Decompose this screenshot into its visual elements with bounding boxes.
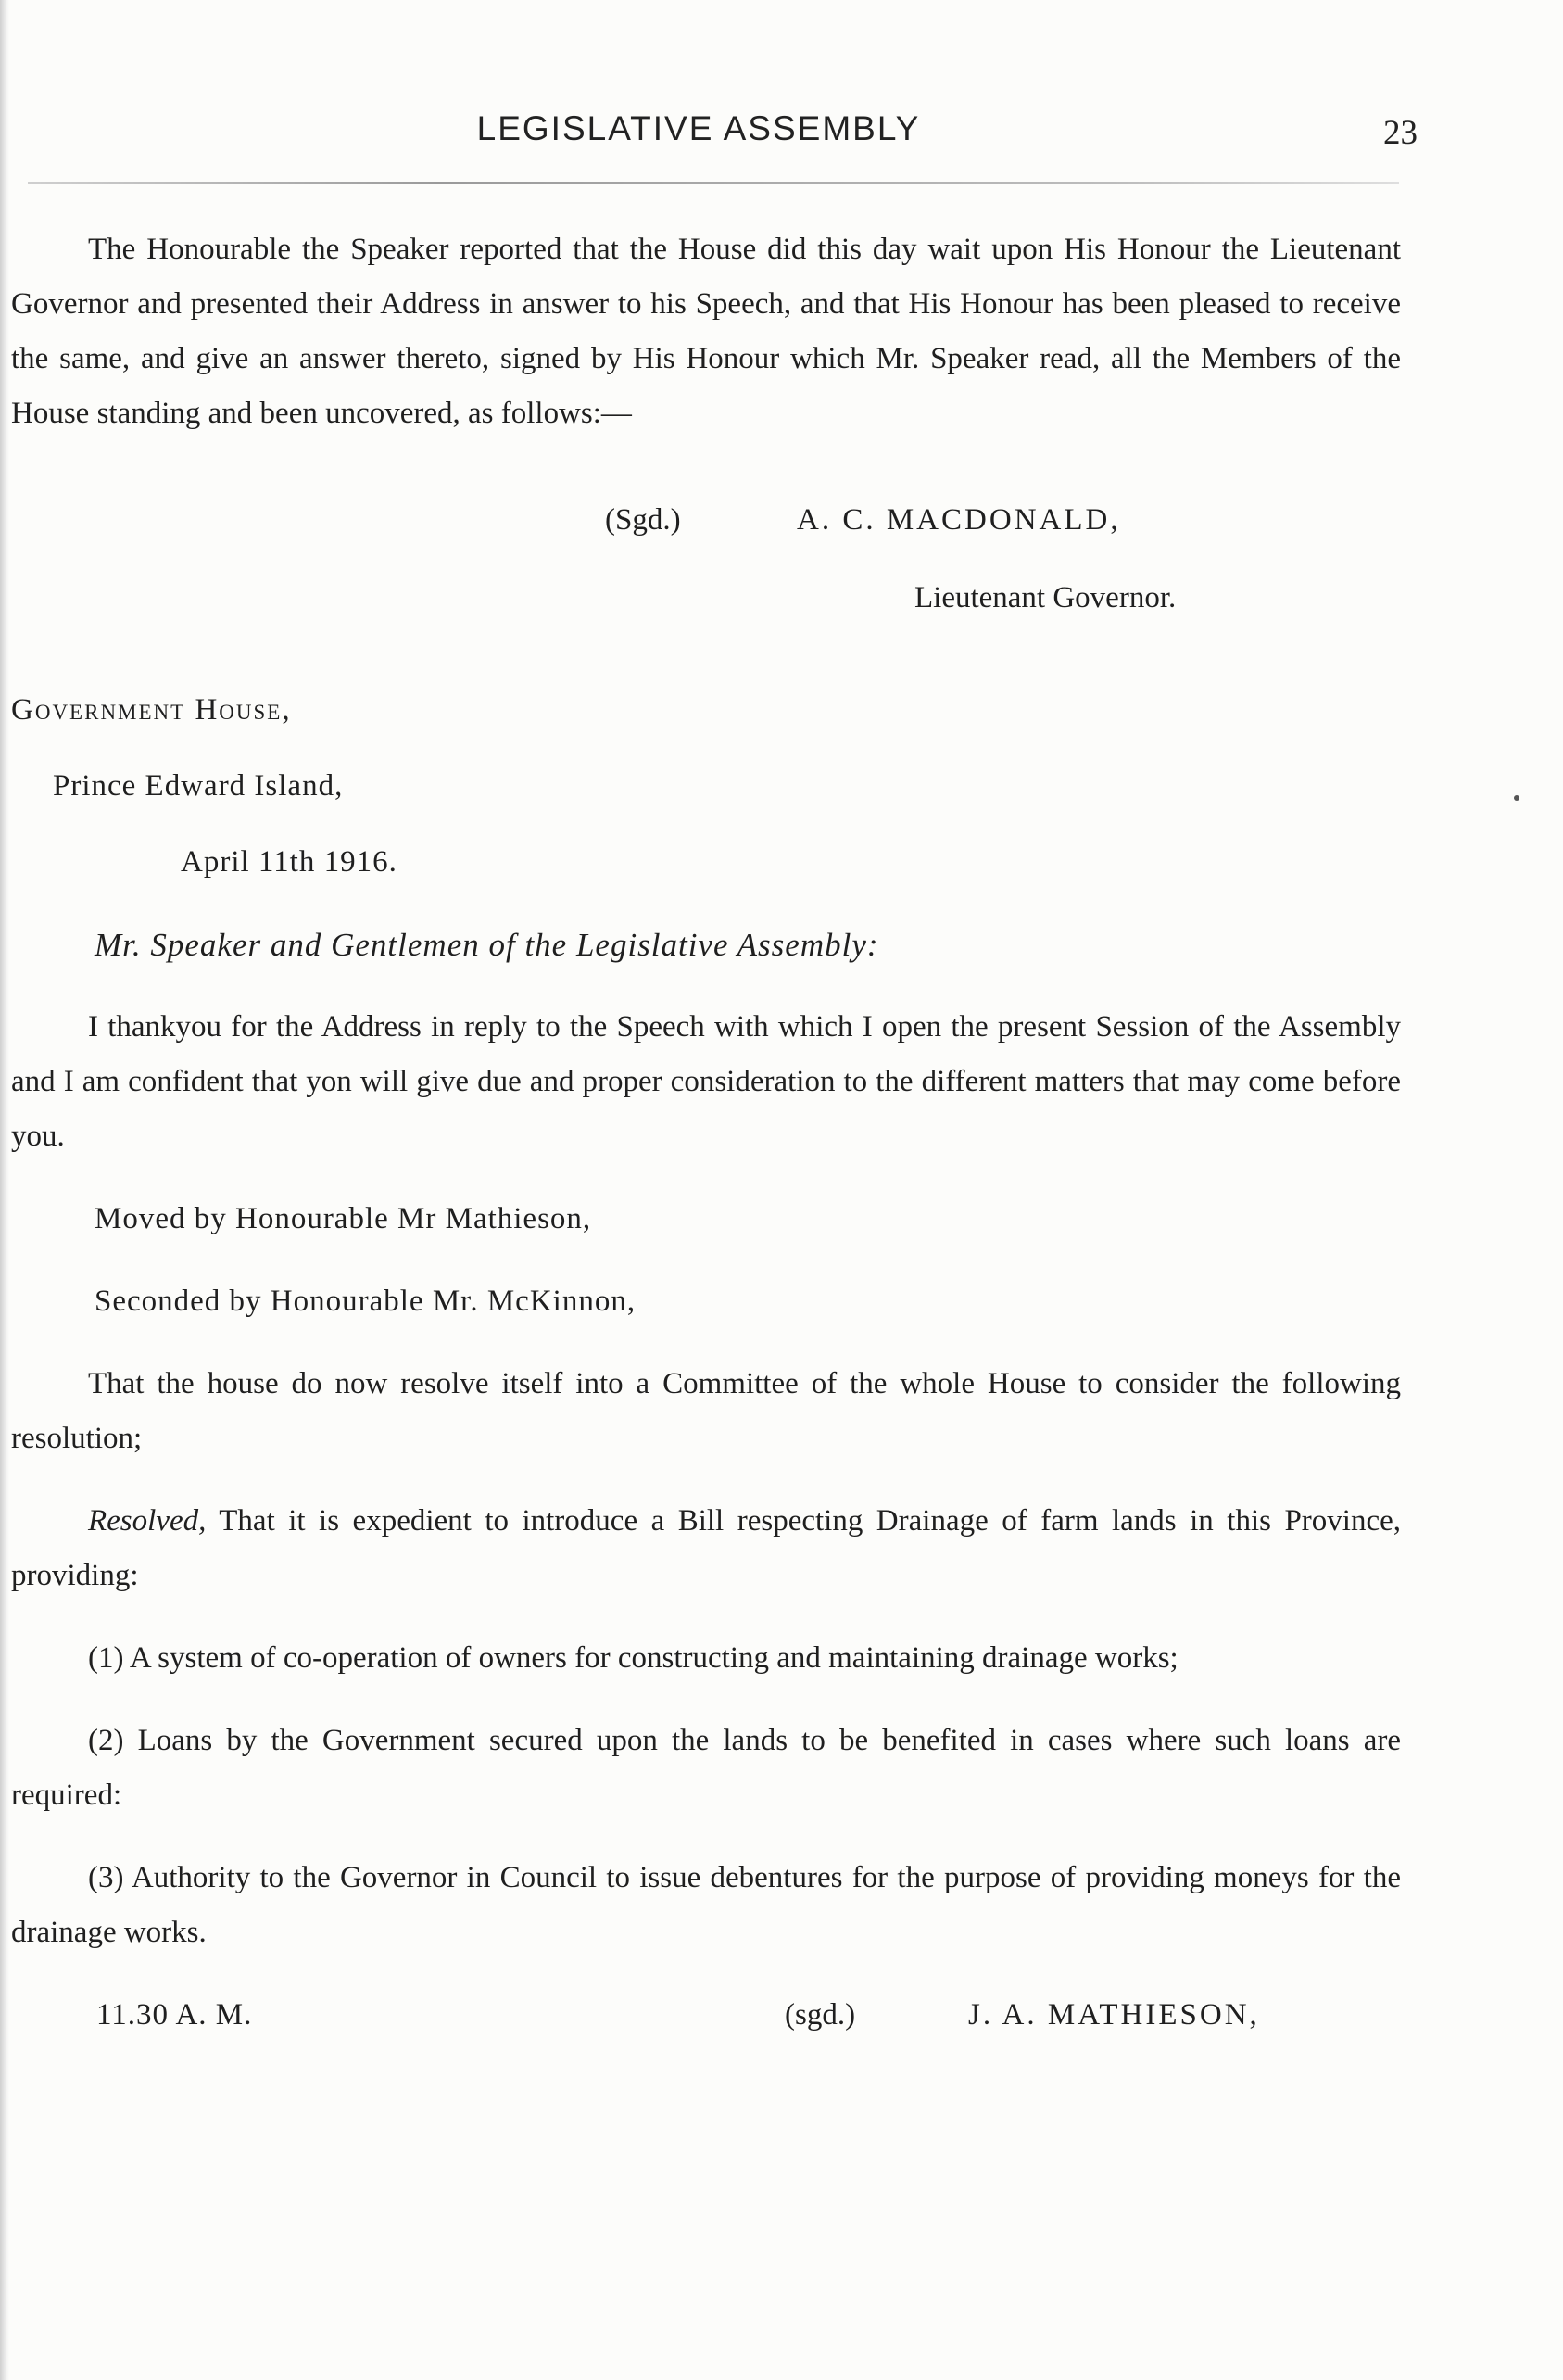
resolution-item-1: (1) A system of co-operation of owners for constructing and maintaining drainage works; [88,1641,1179,1675]
salutation: Mr. Speaker and Gentlemen of the Legislative Assembly: [95,927,879,963]
page-header [0,109,1563,156]
signature-label: (sgd.) [785,1998,856,2032]
stray-mark [1514,795,1519,801]
running-title: LEGISLATIVE ASSEMBLY [476,109,921,147]
seconded-by-line: Seconded by Honourable Mr. McKinnon, [95,1285,637,1318]
signatory-title: Lieutenant Governor. [914,581,1177,614]
motion-time: 11.30 A. M. [96,1998,253,2032]
resolution-item-2: (2) Loans by the Government secured upon the lands to be benefited in cases where such loans are required: [11,1724,1401,1812]
header-rule [28,182,1399,184]
address-line-2: Prince Edward Island, [53,769,344,803]
motion-paragraph: That the house do now resolve itself into a Committee of the whole House to consider the following resolution; [11,1367,1401,1455]
moved-by-line: Moved by Honourable Mr Mathieson, [95,1202,592,1235]
resolved-label: Resolved, [88,1504,207,1538]
resolution-paragraph [11,1494,1401,1603]
address-line-1: Government House, [11,693,292,727]
page-number: 23 [1383,114,1418,152]
governor-reply-paragraph: I thankyou for the Address in reply to the Speech with which I open the present Session of the Assembly and I am confident that yon will give due and proper consideration to the different matters that may come before you. [11,1010,1401,1153]
signature-label: (Sgd.) [605,503,681,537]
resolved-text: That it is expedient to introduce a Bill respecting Drainage of farm lands in this Province, providing: [11,1504,1402,1592]
signatory-name: A. C. MACDONALD, [797,503,1121,537]
resolution-item-3: (3) Authority to the Governor in Council to issue debentures for the purpose of providing moneys for the drainage works. [11,1861,1401,1949]
speaker-report-paragraph: The Honourable the Speaker reported that the House did this day wait upon His Honour the Lieutenant Governor and presented their Address in answer to his Speech, and that His Honour has been pleased to receive the same, and give an answer thereto, signed by His Honour which Mr. Speaker read, all the Members of the House standing and been uncovered, as follows:— [11,233,1401,430]
page-body [11,222,1401,2043]
lieutenant-governor-signature [11,493,1401,548]
page-edge-shadow [0,0,9,2380]
address-date: April 11th 1916. [181,845,397,879]
mover-name: J. A. MATHIESON, [968,1998,1260,2032]
motion-signature-line [11,1988,1401,2043]
